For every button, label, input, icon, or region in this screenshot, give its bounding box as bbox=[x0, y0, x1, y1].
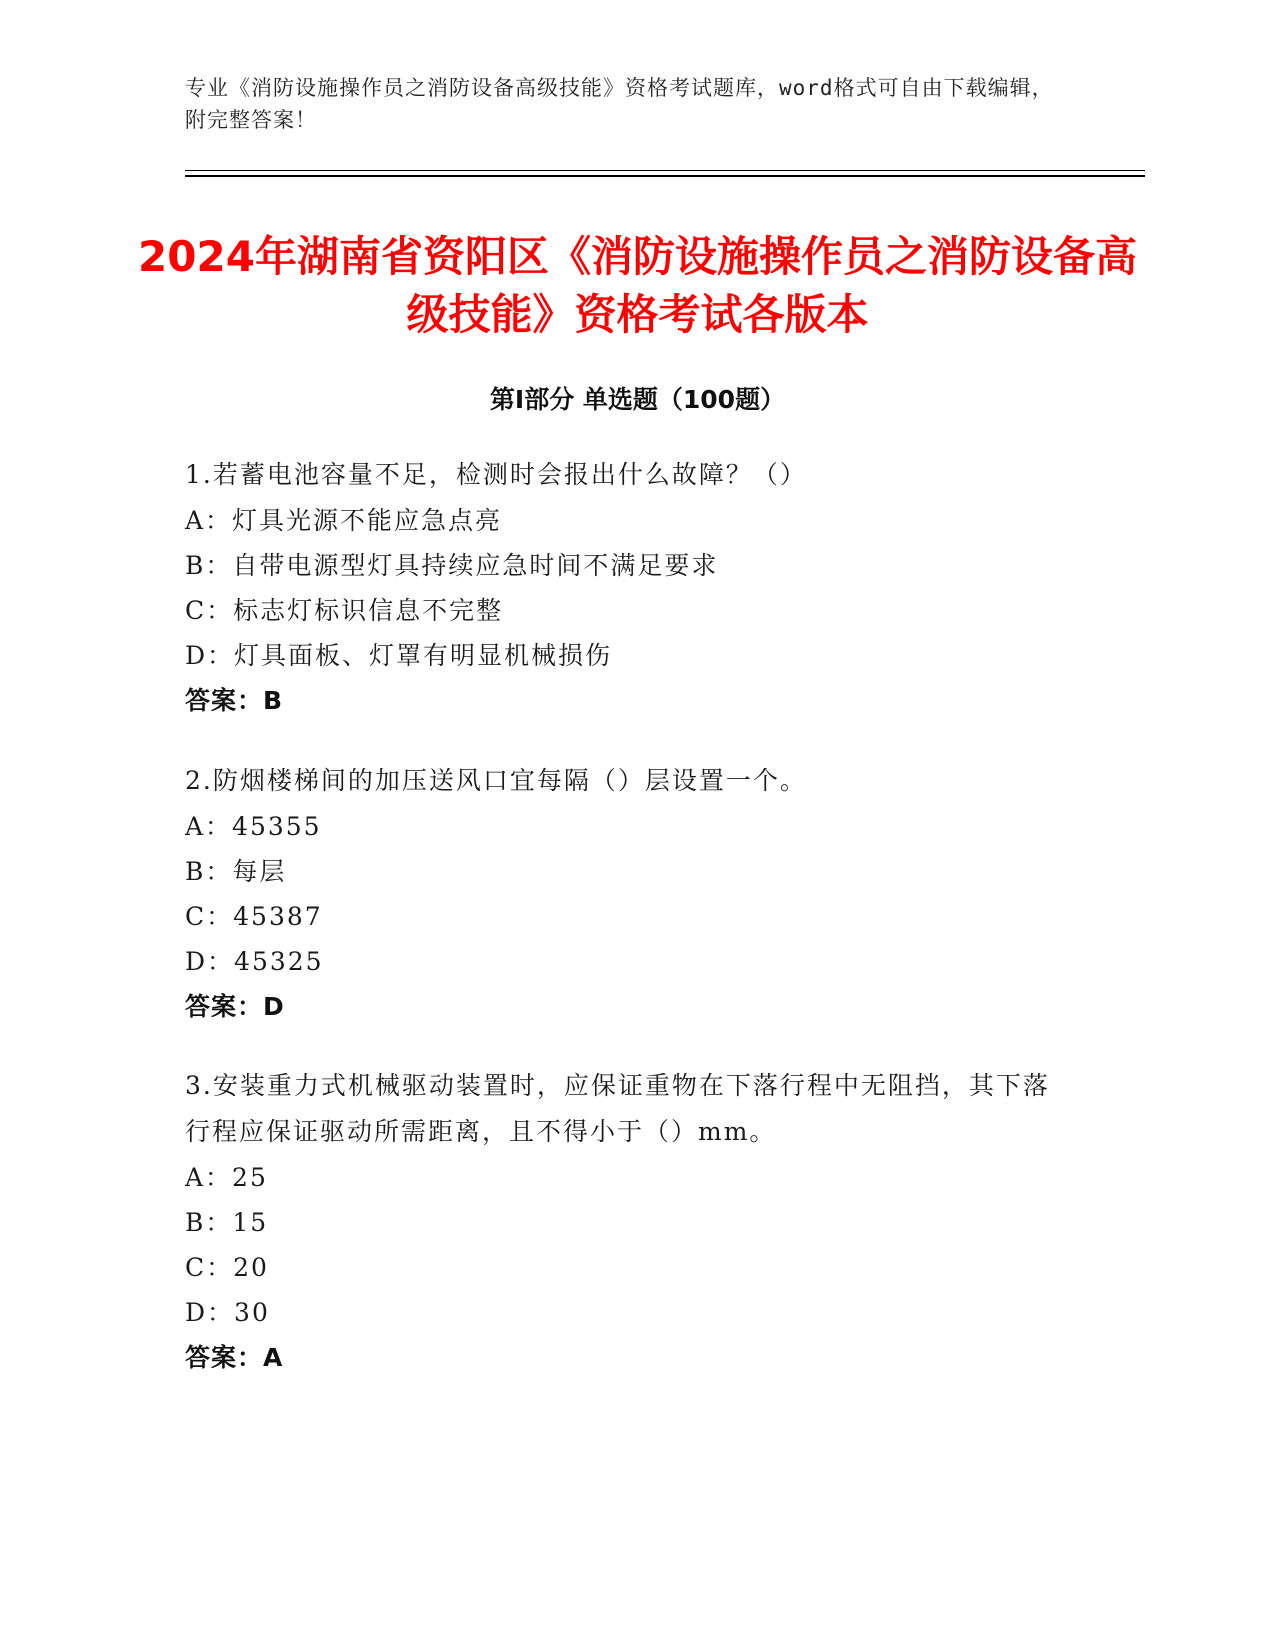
document-title: 2024年湖南省资阳区《消防设施操作员之消防设备高级技能》资格考试各版本 bbox=[138, 232, 1137, 339]
answer: 答案：D bbox=[185, 992, 285, 1021]
option-d: D：灯具面板、灯罩有明显机械损伤 bbox=[185, 641, 613, 670]
answer: 答案：A bbox=[185, 1343, 284, 1372]
option-b: B：自带电源型灯具持续应急时间不满足要求 bbox=[185, 551, 719, 580]
header-divider-thick bbox=[185, 175, 1145, 177]
question-stem: 2.防烟楼梯间的加压送风口宜每隔（）层设置一个。 bbox=[185, 766, 807, 795]
option-b: B：15 bbox=[185, 1208, 269, 1237]
option-c: C：20 bbox=[185, 1253, 269, 1282]
option-d: D：45325 bbox=[185, 947, 324, 976]
header-divider-thin bbox=[185, 170, 1145, 171]
section-title: 第I部分 单选题（100题） bbox=[489, 385, 786, 414]
question-stem: 1.若蓄电池容量不足，检测时会报出什么故障？（） bbox=[185, 460, 807, 489]
header-note: 专业《消防设施操作员之消防设备高级技能》资格考试题库，word格式可自由下载编辑，附完整答案！ bbox=[185, 76, 1054, 132]
option-c: C：45387 bbox=[185, 902, 323, 931]
option-a: A：45355 bbox=[185, 812, 322, 841]
option-c: C：标志灯标识信息不完整 bbox=[185, 596, 504, 625]
question-2 bbox=[185, 758, 1065, 1029]
question-stem: 3.安装重力式机械驱动装置时，应保证重物在下落行程中无阻挡，其下落行程应保证驱动所需距离，且不得小于（）mm。 bbox=[185, 1071, 1050, 1146]
question-3 bbox=[185, 1063, 1065, 1380]
answer: 答案：B bbox=[185, 686, 284, 715]
option-d: D：30 bbox=[185, 1298, 270, 1327]
question-1 bbox=[185, 452, 1065, 723]
option-a: A：25 bbox=[185, 1163, 268, 1192]
option-a: A：灯具光源不能应急点亮 bbox=[185, 506, 503, 535]
option-b: B：每层 bbox=[185, 857, 287, 886]
